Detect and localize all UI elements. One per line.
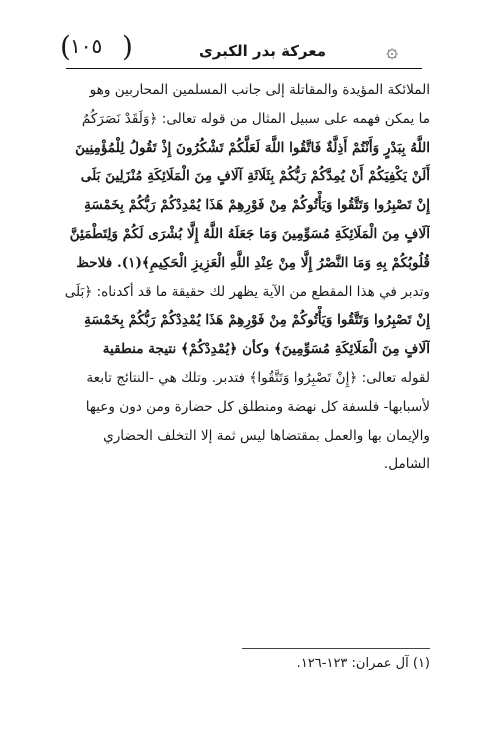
- body-line: وتدبر في هذا المقطع من الآية يظهر لك حقيقة ما قد أكدناه: ﴿بَلَى: [64, 283, 430, 300]
- body-line: الشامل.: [383, 456, 430, 473]
- page-header: [60, 30, 422, 72]
- header-rule: [66, 68, 422, 69]
- quran-line: إِنْ تَصْبِرُوا وَتَتَّقُوا وَيَأْتُوكُمْ مِنْ فَوْرِهِمْ هَذَا يُمْدِدْكُمْ رَبُّكُمْ بِخَمْسَةِ: [84, 197, 430, 214]
- quran-line: اللَّهُ بِبَدْرٍ وَأَنْتُمْ أَذِلَّةٌ فَاتَّقُوا اللَّهَ لَعَلَّكُمْ تَشْكُرُونَ إِذْ تَقُولُ لِلْمُؤْمِنِينَ: [75, 139, 430, 156]
- page-number: ١٠٥: [70, 34, 103, 58]
- quran-line: قُلُوبُكُمْ بِهِ وَمَا النَّصْرُ إِلَّا مِنْ عِنْدِ اللَّهِ الْعَزِيزِ الْحَكِيمِ﴾(١). فلاحظ: [76, 254, 430, 271]
- page-number-bracket-right: ): [122, 30, 133, 63]
- quran-line: آلَافٍ مِنَ الْمَلَائِكَةِ مُسَوِّمِينَ وَمَا جَعَلَهُ اللَّهُ إِلَّا بُشْرَى لَكُمْ وَلِتَطْمَئِنَّ: [69, 225, 430, 242]
- body-line: لقوله تعالى: ﴿إِنْ تَصْبِرُوا وَتَتَّقُوا﴾ فتدبر. وتلك هي -النتائج تابعة: [86, 369, 430, 386]
- footnote-rule: [242, 648, 430, 649]
- body-line: ما يمكن فهمه على سبيل المثال من قوله تعالى: ﴿وَلَقَدْ نَصَرَكُمُ: [81, 110, 430, 127]
- body-text: [62, 76, 430, 479]
- quran-line: إِنْ تَصْبِرُوا وَتَتَّقُوا وَيَأْتُوكُمْ مِنْ فَوْرِهِمْ هَذَا يُمْدِدْكُمْ رَبُّكُمْ بِخَمْسَةِ: [84, 312, 430, 329]
- quran-line: آلَافٍ مِنَ الْمَلَائِكَةِ مُسَوِّمِينَ﴾ وكأن ﴿يُمْدِدْكُمْ﴾ نتيجة منطقية: [102, 341, 430, 358]
- quran-line: أَلَنْ يَكْفِيَكُمْ أَنْ يُمِدَّكُمْ رَبُّكُمْ بِثَلَاثَةِ آلَافٍ مِنَ الْمَلَائِكَةِ مُنْزَلِينَ بَلَى: [80, 168, 430, 185]
- footnote: (١) آل عمران: ١٢٣-١٢٦.: [296, 656, 430, 671]
- body-line: والإيمان بها والعمل بمقتضاها ليس ثمة إلا التخلف الحضاري: [103, 427, 430, 444]
- body-line: لأسبابها- فلسفة كل نهضة ومنطلق كل حضارة ومن دون وعيها: [85, 398, 430, 415]
- running-title: معركة بدر الكبرى: [199, 42, 326, 60]
- body-line: الملائكة المؤيدة والمقاتلة إلى جانب المسلمين المحاربين وهو: [89, 82, 430, 98]
- page-number-bracket-left: (: [60, 30, 71, 63]
- ornament-icon: ۞: [386, 38, 398, 62]
